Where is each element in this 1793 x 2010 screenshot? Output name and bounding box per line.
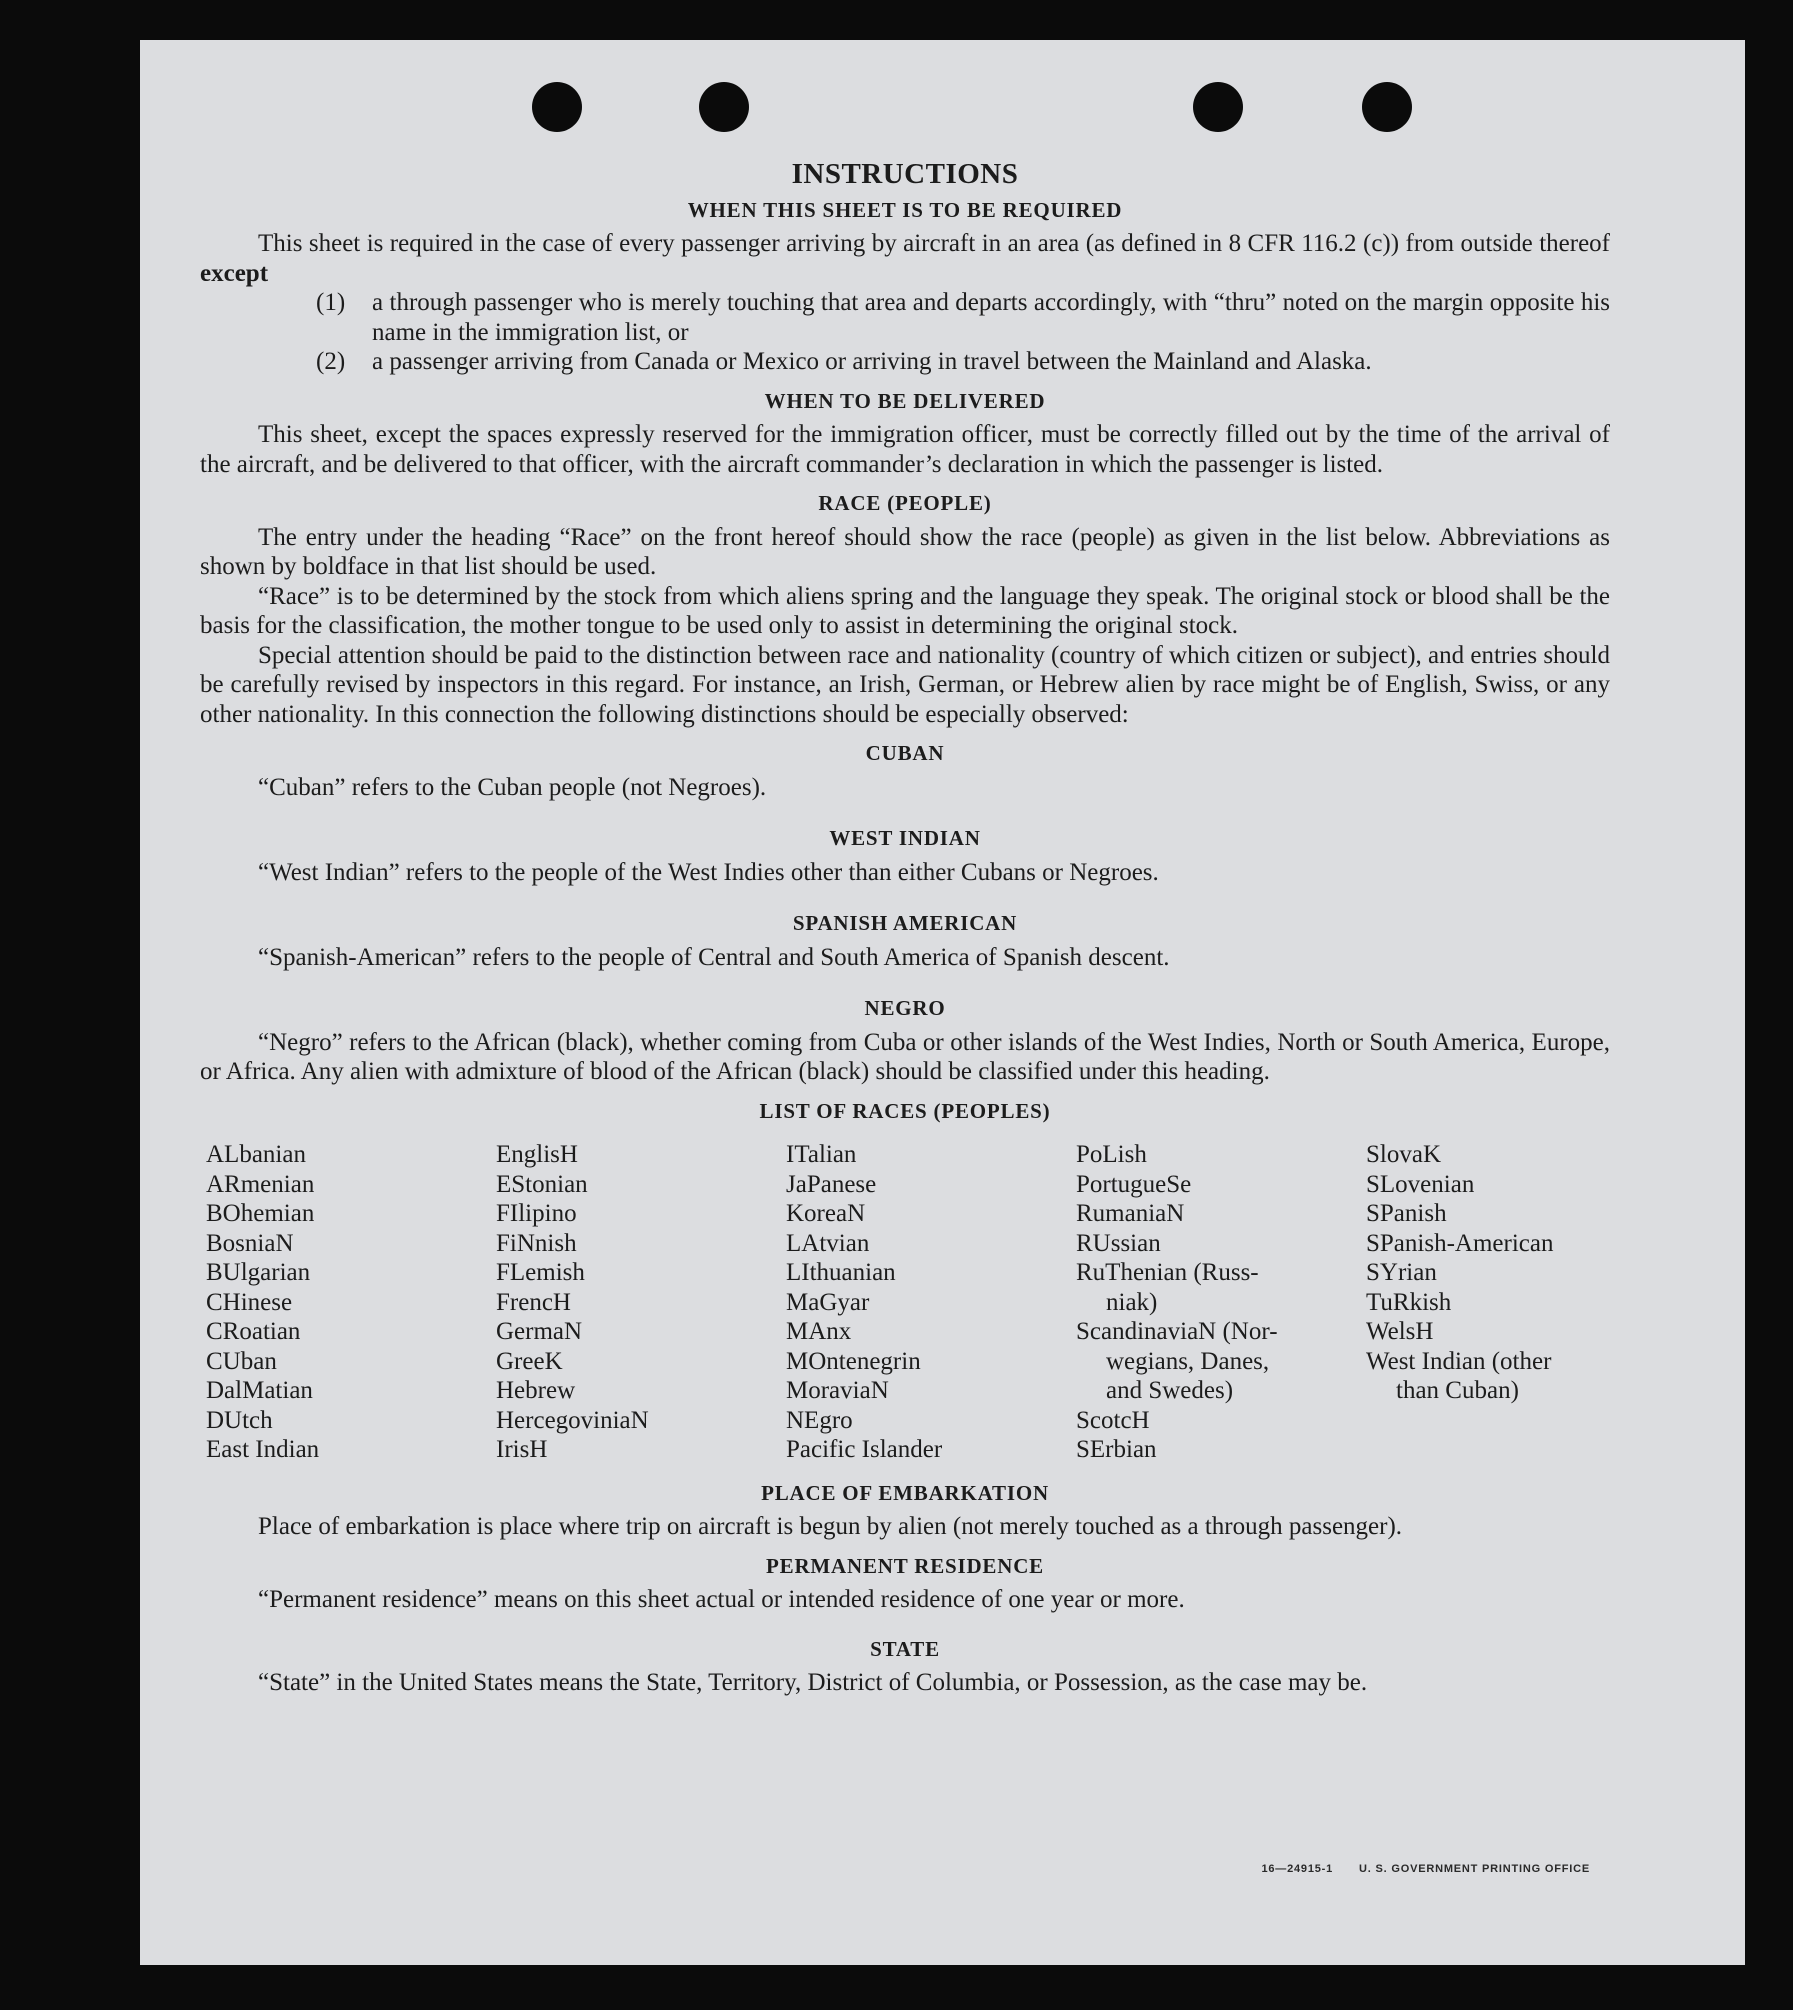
race-entry: ALbanian	[206, 1141, 306, 1168]
races-column	[496, 1140, 786, 1465]
section-heading-races-list: LIST OF RACES (PEOPLES)	[759, 1098, 1051, 1123]
west-indian-text: “West Indian” refers to the people of the West Indies other than either Cubans or Negroes.	[258, 858, 1159, 886]
punch-hole	[1193, 82, 1243, 132]
race-entry: Pacific Islander	[786, 1436, 943, 1463]
race-entry: wegians, Danes,	[1106, 1347, 1270, 1375]
race-paragraph: Special attention should be paid to the distinction between race and nationality (country of which citizen or subject), and entries should be carefully revised by inspectors in this regard. For instance, an Irish, German, or Hebrew alien by race might be of English, Swiss, or any other nationality. In this connection the following distinctions should be especially observed:	[200, 641, 1610, 728]
race-paragraph: “Race” is to be determined by the stock from which aliens spring and the language they speak. The original stock or blood shall be the basis for the classification, the mother tongue to be used only to assist in determining the original stock.	[200, 582, 1610, 639]
required-intro: This sheet is required in the case of every passenger arriving by aircraft in an area (as defined in 8 CFR 116.2 (c)) from outside thereof except	[200, 230, 1610, 287]
section-heading-residence: PERMANENT RESIDENCE	[766, 1553, 1044, 1578]
race-paragraph: The entry under the heading “Race” on the front hereof should show the race (people) as given in the list below. Abbreviations as shown by boldface in that list should be used.	[200, 523, 1610, 580]
race-entry: DUtch	[206, 1406, 273, 1434]
section-heading-race: RACE (PEOPLE)	[818, 491, 992, 515]
race-entry: GreeK	[496, 1347, 563, 1375]
race-entry: East Indian	[206, 1436, 320, 1463]
race-entry: BUlgarian	[206, 1259, 311, 1286]
races-column	[786, 1140, 1076, 1465]
exception-item	[316, 288, 1610, 347]
race-entry: MOntenegrin	[786, 1347, 921, 1375]
race-entry: ITalian	[786, 1141, 857, 1168]
race-entry: SLovenian	[1366, 1170, 1475, 1198]
exception-number: (2)	[316, 348, 346, 375]
race-entry: RumaniaN	[1076, 1200, 1185, 1227]
race-entry: niak)	[1106, 1288, 1158, 1316]
race-entry: Hebrew	[496, 1377, 576, 1404]
races-column	[1366, 1140, 1616, 1465]
race-entry: MoraviaN	[786, 1377, 889, 1404]
race-entry: GermaN	[496, 1318, 583, 1345]
race-entry: FiNnish	[496, 1229, 577, 1257]
race-entry: SYrian	[1366, 1259, 1437, 1286]
race-entry: SErbian	[1076, 1436, 1157, 1463]
section-heading-embarkation: PLACE OF EMBARKATION	[761, 1480, 1049, 1505]
race-entry: IrisH	[496, 1436, 548, 1463]
section-heading-spanish-american: SPANISH AMERICAN	[792, 911, 1018, 935]
races-list	[206, 1140, 1610, 1465]
race-entry: PoLish	[1076, 1141, 1147, 1168]
race-entry: HercegoviniaN	[496, 1406, 649, 1434]
delivered-text: This sheet, except the spaces expressly reserved for the immigration officer, must be correctly filled out by the time of the arrival of the aircraft, and be delivered to that officer, with the aircraft commander’s declaration in which the passenger is listed.	[200, 421, 1610, 478]
section-heading-required: WHEN THIS SHEET IS TO BE REQUIRED	[687, 197, 1123, 222]
exception-text: a through passenger who is merely touching that area and departs accordingly, with “thru” noted on the margin opposite his name in the immigration list, or	[372, 289, 1610, 346]
section-heading-west-indian: WEST INDIAN	[829, 826, 981, 850]
race-entry: SlovaK	[1366, 1141, 1441, 1168]
race-entry: FrencH	[496, 1288, 571, 1316]
section-heading-delivered: WHEN TO BE DELIVERED	[764, 388, 1046, 413]
race-entry: and Swedes)	[1106, 1377, 1234, 1404]
race-entry: SPanish	[1366, 1200, 1447, 1227]
race-entry: PortugueSe	[1076, 1170, 1192, 1198]
cuban-text: “Cuban” refers to the Cuban people (not Negroes).	[258, 773, 767, 801]
race-entry: BosniaN	[206, 1229, 294, 1257]
race-entry: ScandinaviaN (Nor-	[1076, 1318, 1278, 1345]
printer-name: U. S. GOVERNMENT PRINTING OFFICE	[1359, 1863, 1590, 1875]
exception-text: a passenger arriving from Canada or Mexico or arriving in travel between the Mainland and Alaska.	[372, 348, 1372, 375]
punch-hole	[1362, 82, 1412, 132]
section-heading-cuban: CUBAN	[865, 741, 945, 765]
punch-hole	[699, 82, 749, 132]
race-entry: ARmenian	[206, 1170, 315, 1198]
race-entry: RuThenian (Russ-	[1076, 1259, 1259, 1286]
negro-text: “Negro” refers to the African (black), whether coming from Cuba or other islands of the West Indies, North or South America, Europe, or Africa. Any alien with admixture of blood of the African (black) should be classified under this heading.	[200, 1028, 1610, 1085]
embarkation-text: Place of embarkation is place where trip on aircraft is begun by alien (not merely touched as a through passenger).	[258, 1513, 1403, 1540]
race-entry: CHinese	[206, 1288, 293, 1316]
race-entry: MaGyar	[786, 1288, 870, 1316]
exception-number: (1)	[316, 289, 346, 316]
race-entry: NEgro	[786, 1406, 853, 1434]
document-sheet	[140, 40, 1745, 1965]
section-heading-state: STATE	[870, 1636, 940, 1661]
race-entry: EStonian	[496, 1170, 588, 1198]
race-entry: KoreaN	[786, 1200, 866, 1227]
section-heading-negro: NEGRO	[864, 996, 946, 1020]
race-entry: JaPanese	[786, 1170, 877, 1198]
races-column	[206, 1140, 496, 1465]
race-entry: DalMatian	[206, 1377, 313, 1404]
race-entry: WelsH	[1366, 1318, 1434, 1345]
form-number: 16—24915-1	[1261, 1863, 1334, 1875]
race-entry: than Cuban)	[1396, 1377, 1519, 1404]
residence-text: “Permanent residence” means on this sheet actual or intended residence of one year or more.	[258, 1586, 1185, 1613]
race-entry: LIthuanian	[786, 1259, 896, 1286]
race-entry: CUban	[206, 1347, 277, 1375]
footer-imprint	[1261, 1863, 1590, 1875]
race-entry: BOhemian	[206, 1200, 315, 1227]
page-title: INSTRUCTIONS	[791, 158, 1019, 190]
exception-item	[316, 347, 1610, 377]
race-entry: LAtvian	[786, 1229, 870, 1257]
race-entry: TuRkish	[1366, 1288, 1452, 1316]
punch-hole	[532, 82, 582, 132]
state-text: “State” in the United States means the State, Territory, District of Columbia, or Possession, as the case may be.	[258, 1669, 1368, 1696]
race-entry: CRoatian	[206, 1318, 301, 1345]
race-entry: FIlipino	[496, 1200, 577, 1227]
spanish-american-text: “Spanish-American” refers to the people of Central and South America of Spanish descent.	[258, 943, 1170, 971]
race-entry: MAnx	[786, 1318, 852, 1345]
race-entry: SPanish-American	[1366, 1229, 1554, 1257]
race-entry: ScotcH	[1076, 1406, 1150, 1434]
race-entry: West Indian (other	[1366, 1347, 1552, 1375]
races-column	[1076, 1140, 1366, 1465]
instructions-content	[200, 160, 1610, 1698]
race-entry: EnglisH	[496, 1141, 578, 1168]
race-entry: RUssian	[1076, 1229, 1161, 1257]
race-entry: FLemish	[496, 1259, 585, 1286]
